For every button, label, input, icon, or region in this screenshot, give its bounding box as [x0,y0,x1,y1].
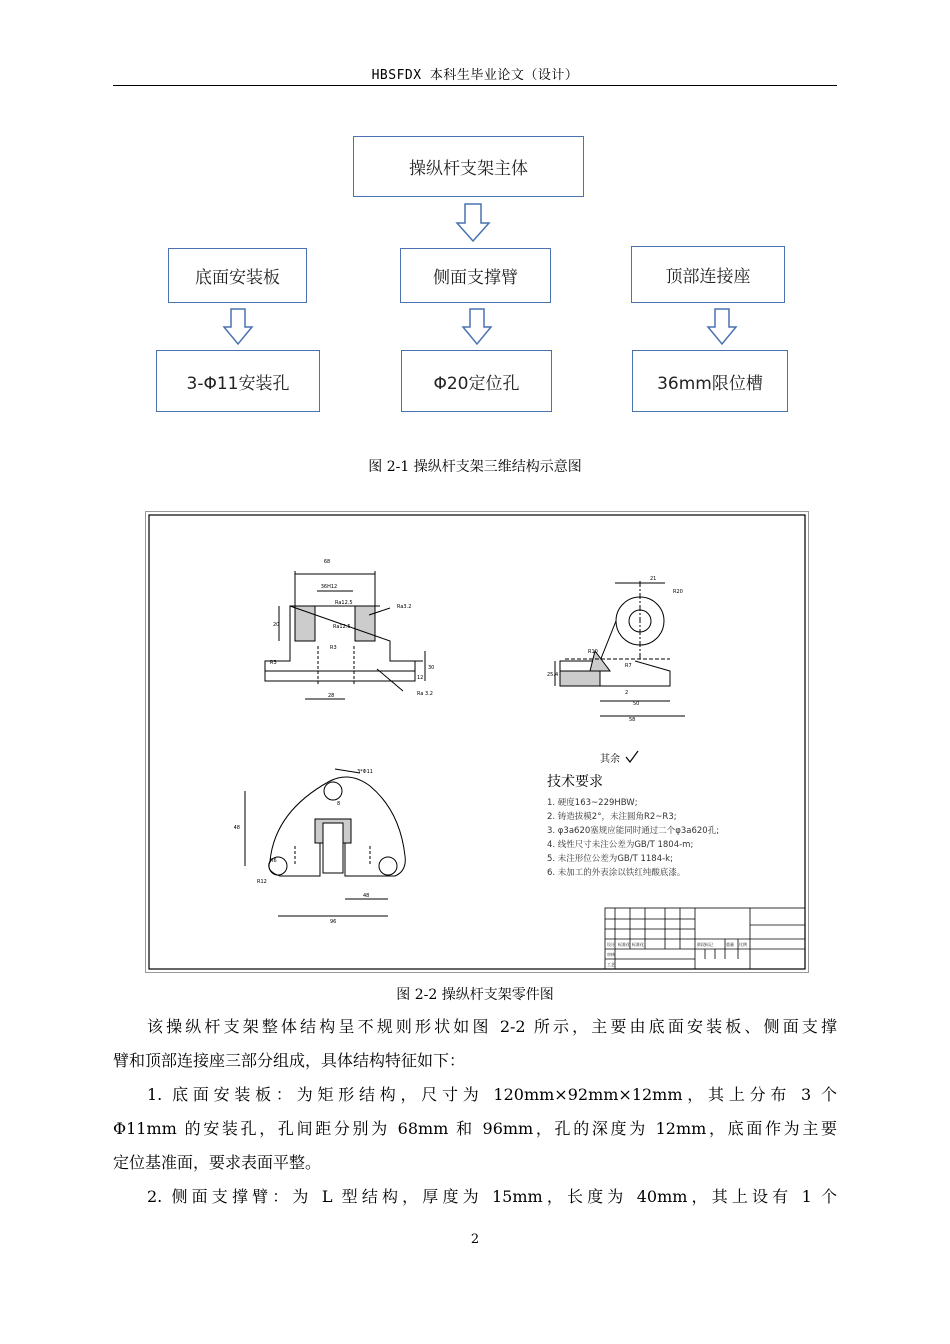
dim-label: R12 [257,879,267,885]
fc-side-arm-box: 侧面支撑臂 [400,248,551,303]
title-block-label: 重量 [726,942,734,947]
dim-label: Ra12.5 [333,624,351,630]
down-arrow-icon [455,203,491,243]
dim-label: 12 [417,675,424,681]
fc-base-plate-box: 底面安装板 [168,248,307,303]
dim-label: R10 [588,649,598,655]
fc-top-seat-box: 顶部连接座 [631,246,785,303]
dim-label: R3 [330,645,337,651]
fc-locating-hole-box: Φ20定位孔 [401,350,552,412]
tech-item: 3. φ3a620塞规应能同时通过二个φ3a620孔; [547,826,720,836]
dim-label: 3*Φ11 [357,769,373,775]
fc-mount-holes-box: 3-Φ11安装孔 [156,350,320,412]
paragraph-line: 定位基准面，要求表面平整。 [113,1153,322,1172]
dim-label: 21 [650,576,657,582]
dim-label: 8 [337,801,341,807]
dim-label: 20 [273,622,280,628]
down-arrow-icon [706,308,738,346]
page-header: HBSFDX 本科生毕业论文（设计） [371,68,579,83]
dim-label: 36H12 [320,584,338,590]
dim-label: 58 [629,717,636,723]
page-number: 2 [470,1232,480,1247]
figure-1-caption: 图 2-1 操纵杆支架三维结构示意图 [368,459,582,475]
dim-label: 28 [328,693,335,699]
dim-label: 50 [633,701,640,707]
dim-label: 68 [323,559,331,565]
title-block-label: 标准化 [618,942,630,947]
fc-limit-slot-box: 36mm限位槽 [632,350,788,412]
title-block-label: 工艺 [607,962,615,967]
title-block-label: 设计 [607,942,615,947]
dim-label: R6 [270,858,277,864]
dim-label: R7 [625,663,632,669]
dim-label: Ra3.2 [397,604,412,610]
roughness-note: 其余 [600,754,620,765]
dim-label: 96 [330,919,337,925]
figure-2-caption: 图 2-2 操纵杆支架零件图 [396,987,554,1003]
title-block-label: 阶段标记 [697,942,713,947]
paragraph-line: 臂和顶部连接座三部分组成，具体结构特征如下： [113,1051,466,1070]
down-arrow-icon [222,308,254,346]
paragraph-line: 1. 底面安装板：为矩形结构，尺寸为 120mm×92mm×12mm，其上分布 3 个 [147,1085,837,1104]
dim-label: 2 [625,690,629,696]
part-drawing [145,511,809,973]
tech-item: 5. 未注形位公差为GB/T 1184-k; [547,854,673,864]
header-rule [113,85,837,86]
dim-label: R3 [270,660,277,666]
dim-label: R20 [673,589,683,595]
tech-item: 2. 铸造拔模2°，未注圆角R2~R3; [547,812,677,822]
dim-label: Ra 3.2 [417,691,433,697]
paragraph-line: Φ11mm 的安装孔，孔间距分别为 68mm 和 96mm，孔的深度为 12mm，底面作为主要 [113,1119,837,1138]
title-block-label: 审核 [607,952,615,957]
dim-label: Ra12.5 [335,600,353,606]
fc-root-box: 操纵杆支架主体 [353,136,584,197]
tech-item: 4. 线性尺寸未注公差为GB/T 1804-m; [547,840,694,850]
paragraph-line: 该操纵杆支架整体结构呈不规则形状如图 2-2 所示，主要由底面安装板、侧面支撑 [147,1017,837,1036]
title-block-label: 标准化 [632,942,644,947]
tech-item: 6. 未加工的外表涂以铁红纯酸底漆。 [547,868,686,878]
tech-item: 1. 硬度163~229HBW; [547,798,638,808]
down-arrow-icon [461,308,493,346]
dim-label: 25.4 [547,672,559,678]
paragraph-line: 2. 侧面支撑臂：为 L 型结构，厚度为 15mm，长度为 40mm，其上设有 1 个 [147,1187,837,1206]
dim-label: 30 [428,665,435,671]
tech-title: 技术要求 [547,774,603,790]
title-block-label: 比例 [739,942,747,947]
dim-label: 48 [363,893,370,899]
dim-label: 48 [233,825,240,831]
